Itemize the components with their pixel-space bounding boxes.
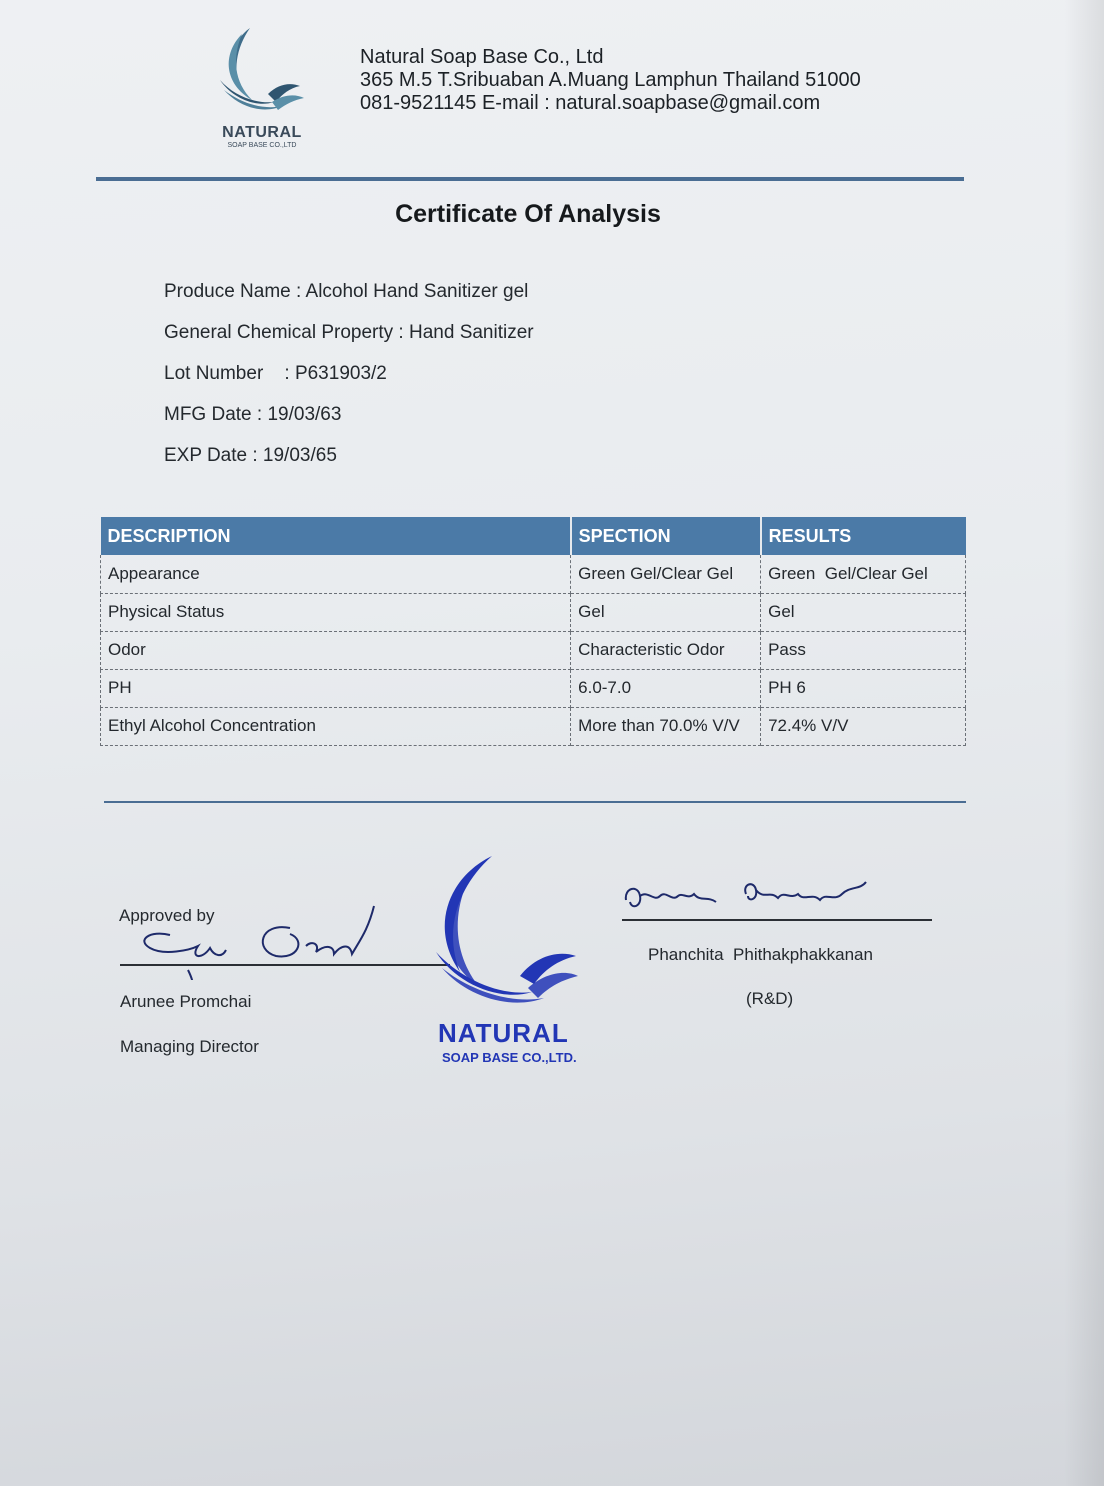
exp-date: EXP Date : 19/03/65 (164, 445, 337, 466)
table-row (101, 555, 966, 593)
company-contact: 081-9521145 E-mail : natural.soapbase@gmail.com (360, 92, 821, 114)
managing-director-signature (130, 900, 390, 980)
bird-logo-icon (212, 24, 312, 124)
director-role: Managing Director (120, 1037, 259, 1056)
analysis-table (100, 517, 966, 746)
cell-spection: Green Gel/Clear Gel (571, 555, 761, 593)
company-stamp (420, 852, 590, 1072)
rnd-role: (R&D) (746, 989, 794, 1008)
table-row (101, 669, 966, 707)
cell-description: Ethyl Alcohol Concentration (101, 707, 571, 745)
product-info (164, 280, 534, 485)
stamp-bird-icon (420, 852, 590, 1017)
cell-result: 72.4% V/V (761, 707, 966, 745)
table-header-row (101, 517, 966, 555)
rnd-name: Phanchita Phithakphakkanan (648, 945, 873, 964)
header-spection: SPECTION (571, 517, 761, 555)
header-description: DESCRIPTION (101, 517, 571, 555)
chemical-property: General Chemical Property : Hand Sanitizer (164, 322, 534, 343)
table-row (101, 631, 966, 669)
cell-result: Gel (761, 593, 966, 631)
cell-result: PH 6 (761, 669, 966, 707)
page-shadow (1064, 0, 1104, 1486)
document-title: Certificate Of Analysis (395, 200, 661, 228)
signature-divider (104, 801, 966, 803)
company-address: 365 M.5 T.Sribuaban A.Muang Lamphun Thailand 51000 (360, 69, 861, 91)
rnd-signature (620, 872, 880, 920)
header-results: RESULTS (761, 517, 966, 555)
cell-result: Green Gel/Clear Gel (761, 555, 966, 593)
stamp-sub-text: SOAP BASE CO.,LTD. (442, 1050, 577, 1065)
signature-line-right (622, 919, 932, 921)
cell-description: Appearance (101, 555, 571, 593)
approved-label: Approved by (119, 906, 215, 925)
cell-description: Odor (101, 631, 571, 669)
cell-result: Pass (761, 631, 966, 669)
table-row (101, 593, 966, 631)
cell-description: PH (101, 669, 571, 707)
cell-spection: Characteristic Odor (571, 631, 761, 669)
lot-number: Lot Number : P631903/2 (164, 363, 387, 384)
cell-spection: 6.0-7.0 (571, 669, 761, 707)
header-divider (96, 177, 964, 181)
logo-sub-text: SOAP BASE CO.,LTD (227, 142, 297, 149)
cell-spection: More than 70.0% V/V (571, 707, 761, 745)
company-name: Natural Soap Base Co., Ltd (360, 46, 604, 68)
signature-line-left (120, 964, 450, 966)
product-name: Produce Name : Alcohol Hand Sanitizer gel (164, 281, 529, 302)
logo-brand-text: NATURAL (222, 124, 302, 141)
director-name: Arunee Promchai (120, 992, 252, 1011)
company-logo (212, 24, 312, 154)
cell-spection: Gel (571, 593, 761, 631)
mfg-date: MFG Date : 19/03/63 (164, 404, 342, 425)
cell-description: Physical Status (101, 593, 571, 631)
table-row (101, 707, 966, 745)
company-header (360, 46, 861, 115)
stamp-brand-text: NATURAL (438, 1018, 569, 1048)
